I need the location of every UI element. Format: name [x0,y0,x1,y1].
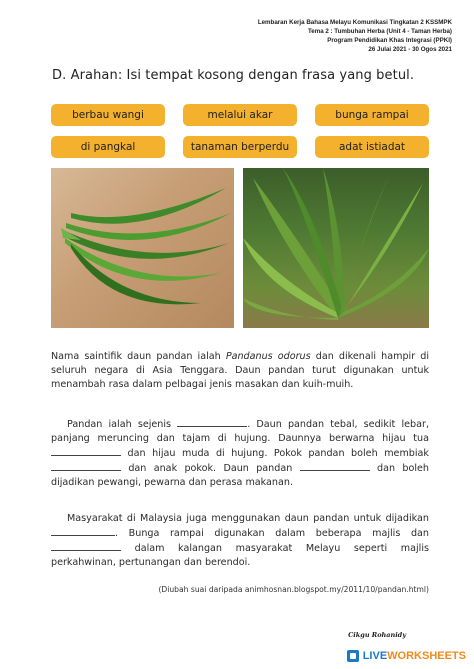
instruction: D. Arahan: Isi tempat kosong dengan frasa yang betul. [52,68,415,83]
phrase-chip[interactable]: tanaman berperdu [183,136,297,158]
paragraph-description: Pandan ialah sejenis . Daun pandan tebal, sedikit lebar, panjang meruncing dan tajam di hujung. Daunnya berwarna hijau tua dan hijau muda di hujung. Pokok pandan boleh membiak dan anak pokok. Daun pandan dan boleh dijadikan pewangi, pewarna dan perasa makanan. [51,419,429,488]
liveworksheets-icon [347,650,359,662]
phrase-chip[interactable]: melalui akar [183,104,297,126]
phrase-chip[interactable]: di pangkal [51,136,165,158]
header-line-2: Tema 2 : Tumbuhan Herba (Unit 4 - Taman Herba) [307,28,452,35]
phrase-chip[interactable]: berbau wangi [51,104,165,126]
source-citation: (Diubah suai daripada animhosnan.blogspot.my/2011/10/pandan.html) [158,585,429,594]
pandan-plant-photo [243,168,429,328]
header-line-1: Lembaran Kerja Bahasa Melayu Komunikasi Tingkatan 2 KSSMPK [257,19,452,26]
answer-blank[interactable] [51,526,115,536]
phrase-chip[interactable]: adat istiadat [315,136,429,158]
paragraph-usage: Masyarakat di Malaysia juga menggunakan daun pandan untuk dijadikan . Bunga rampai digunakan dalam beberapa majlis dan dalam kalangan masyarakat Melayu seperti majlis perkahwinan, pertunangan dan berendoi. [51,513,429,568]
liveworksheets-logo: LIVEWORKSHEETS [347,650,466,662]
header-line-4: 26 Julai 2021 - 30 Ogos 2021 [368,46,452,53]
scientific-name: Pandanus odorus [225,351,311,362]
answer-blank[interactable] [51,461,121,471]
phrase-chip[interactable]: bunga rampai [315,104,429,126]
answer-blank[interactable] [51,446,121,456]
worksheet-header [258,18,452,54]
answer-blank[interactable] [300,461,370,471]
phrase-bank [51,104,429,158]
header-line-3: Program Pendidikan Khas Integrasi (PPKI) [327,37,452,44]
answer-blank[interactable] [177,417,247,427]
teacher-signature: Cikgu Rohanidy [348,631,406,639]
paragraph-intro: Nama saintifik daun pandan ialah Pandanus odorus dan dikenali hampir di seluruh negara di Asia Tenggara. Daun pandan turut digunakan untuk menambah rasa dalam pelbagai jenis masakan dan kuih-muih. [51,351,429,390]
answer-blank[interactable] [51,541,121,551]
pandan-leaves-photo [51,168,234,328]
